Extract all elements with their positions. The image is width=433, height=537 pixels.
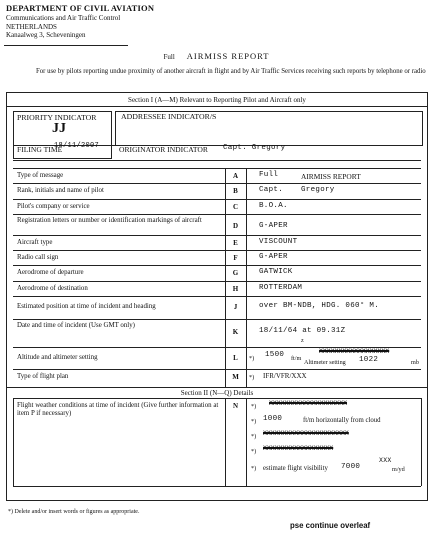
row-d-label: Registration letters or number or identification markings of aircraft [17,217,202,224]
row-l-struck: XXXXXXXXXXXXXXXXXX [319,348,390,355]
row-l-unit: ft/m [291,355,302,362]
n-visibility-value: 7000 [341,463,361,471]
form-frame [6,92,428,501]
address-line-2: NETHERLANDS [6,22,57,31]
priority-label: PRIORITY INDICATOR [17,113,97,122]
department-title: DEPARTMENT OF CIVIL AVIATION [6,3,155,13]
row-a-value2: AIRMISS REPORT [301,172,361,181]
divider [7,106,427,107]
originator-value: Capt. Gregory [223,144,286,152]
row-c-label: Pilot's company or service [17,203,90,210]
row-a-value: Full [259,171,279,179]
row-k-value: 18/11/64 at 09.31Z [259,327,346,335]
row-j-letter: J [233,303,238,311]
row-h-value: ROTTERDAM [259,284,303,292]
originator-label: ORIGINATOR INDICATOR [119,145,208,154]
title-main: AIRMISS REPORT [186,51,270,61]
row-line [13,199,421,200]
n-visibility-unit: m/yd [392,466,405,473]
n-line-4: XXXXXXXXXXXXXXXXXX [263,445,334,452]
row-f-label: Radio call sign [17,254,59,261]
row-line [13,398,421,399]
row-line [13,214,421,215]
row-line [13,369,421,370]
row-g-label: Aerodrome of departure [17,269,84,276]
section2-title: Section II (N—Q) Details [180,389,254,397]
row-line [421,398,422,486]
row-b-letter: B [233,187,238,195]
row-j-label: Estimated position at time of incident and heading [17,303,156,310]
row-b-value: Capt. [259,186,284,194]
row-line [13,250,421,251]
asterisk-mark: *) [251,465,257,472]
row-c-letter: C [232,203,239,211]
section2-label: Flight weather conditions at time of incident (Give further information at item P if necessary) [17,402,219,417]
n-cloud-text: ft/m horizontally from cloud [303,417,381,424]
row-line [13,235,421,236]
filing-value: 18/11/2007 [54,142,100,150]
asterisk-mark: *) [249,374,255,381]
row-e-label: Aircraft type [17,239,53,246]
row-m-label: Type of flight plan [17,373,69,380]
row-d-letter: D [232,222,239,230]
row-line [13,183,421,184]
row-line [13,486,421,487]
row-c-value: B.O.A. [259,202,288,210]
row-l-label: Altitude and altimeter setting [17,354,98,361]
row-g-letter: G [232,269,239,277]
row-e-value: VISCOUNT [259,238,298,246]
continue-overleaf: pse continue overleaf [290,521,371,530]
row-j-value: over BM-NDB, HDG. 060° M. [259,302,380,310]
row-b-label: Rank, initials and name of pilot [17,187,104,194]
altimeter-setting-value: 1022 [359,356,379,364]
address-line-1: Communications and Air Traffic Control [6,14,121,22]
address-line-3: Kanaalweg 3, Scheveningen [6,31,86,40]
row-m-value: IFR/VFR/XXX [263,372,307,380]
row-f-letter: F [233,254,238,262]
row-line [13,281,421,282]
n-line-3: XXXXXXXXXXXXXXXXXXXXXX [263,430,349,437]
row-line [13,319,421,320]
row-d-value: G-APER [259,222,288,230]
altimeter-setting-label: Altimeter setting [304,359,346,366]
n-cloud-distance: 1000 [263,415,283,423]
row-g-value: GATWICK [259,268,293,276]
row-h-letter: H [232,285,239,293]
asterisk-mark: *) [249,355,255,362]
row-k-label: Date and time of incident (Use GMT only) [17,322,135,329]
row-h-label: Aerodrome of destination [17,285,88,292]
row-n-letter: N [232,402,239,410]
section-divider [7,387,427,388]
row-e-letter: E [233,239,238,247]
title-prefix: Full [163,53,175,61]
n-visibility-label: estimate flight visibility [263,465,328,472]
row-m-letter: M [232,373,239,381]
asterisk-mark: *) [251,403,257,410]
row-l-letter: L [233,354,238,362]
row-k-letter: K [232,328,239,336]
row-b-value2: Gregory [301,186,335,194]
col-divider-right-s2 [246,398,247,486]
row-line [13,265,421,266]
n-line-1: XXXXXXXXXXXXXXXXXXXX [269,400,348,407]
row-line [13,398,14,486]
asterisk-mark: *) [251,418,257,425]
row-k-unit: z [301,337,304,344]
row-a-letter: A [232,172,239,180]
n-visibility-struck: XXX [379,457,392,464]
form-title [0,51,433,61]
department-address [6,14,120,40]
header-rule [4,45,128,46]
row-line [13,296,421,297]
row-l-value: 1500 [265,351,285,359]
row-a-label: Type of message [17,172,64,179]
intro-text: For use by pilots reporting undue proximity of another aircraft in flight and by Air Traffic Services receiving such reports by telephone or radio [36,68,426,75]
footnote: *) Delete and/or insert words or figures as appropriate. [8,509,140,515]
filing-label: FILING TIME [17,145,63,154]
col-divider-right [246,168,247,387]
row-f-value: G-APER [259,253,288,261]
asterisk-mark: *) [251,448,257,455]
section1-title: Section I (A—M) Relevant to Reporting Pilot and Aircraft only [128,96,306,104]
addressee-label: ADDRESSEE INDICATOR/S [121,112,217,121]
priority-value: JJ [52,121,66,136]
altimeter-setting-unit: mb [411,359,419,366]
row-line [13,168,421,169]
asterisk-mark: *) [251,433,257,440]
col-divider-left-s2 [225,398,226,486]
